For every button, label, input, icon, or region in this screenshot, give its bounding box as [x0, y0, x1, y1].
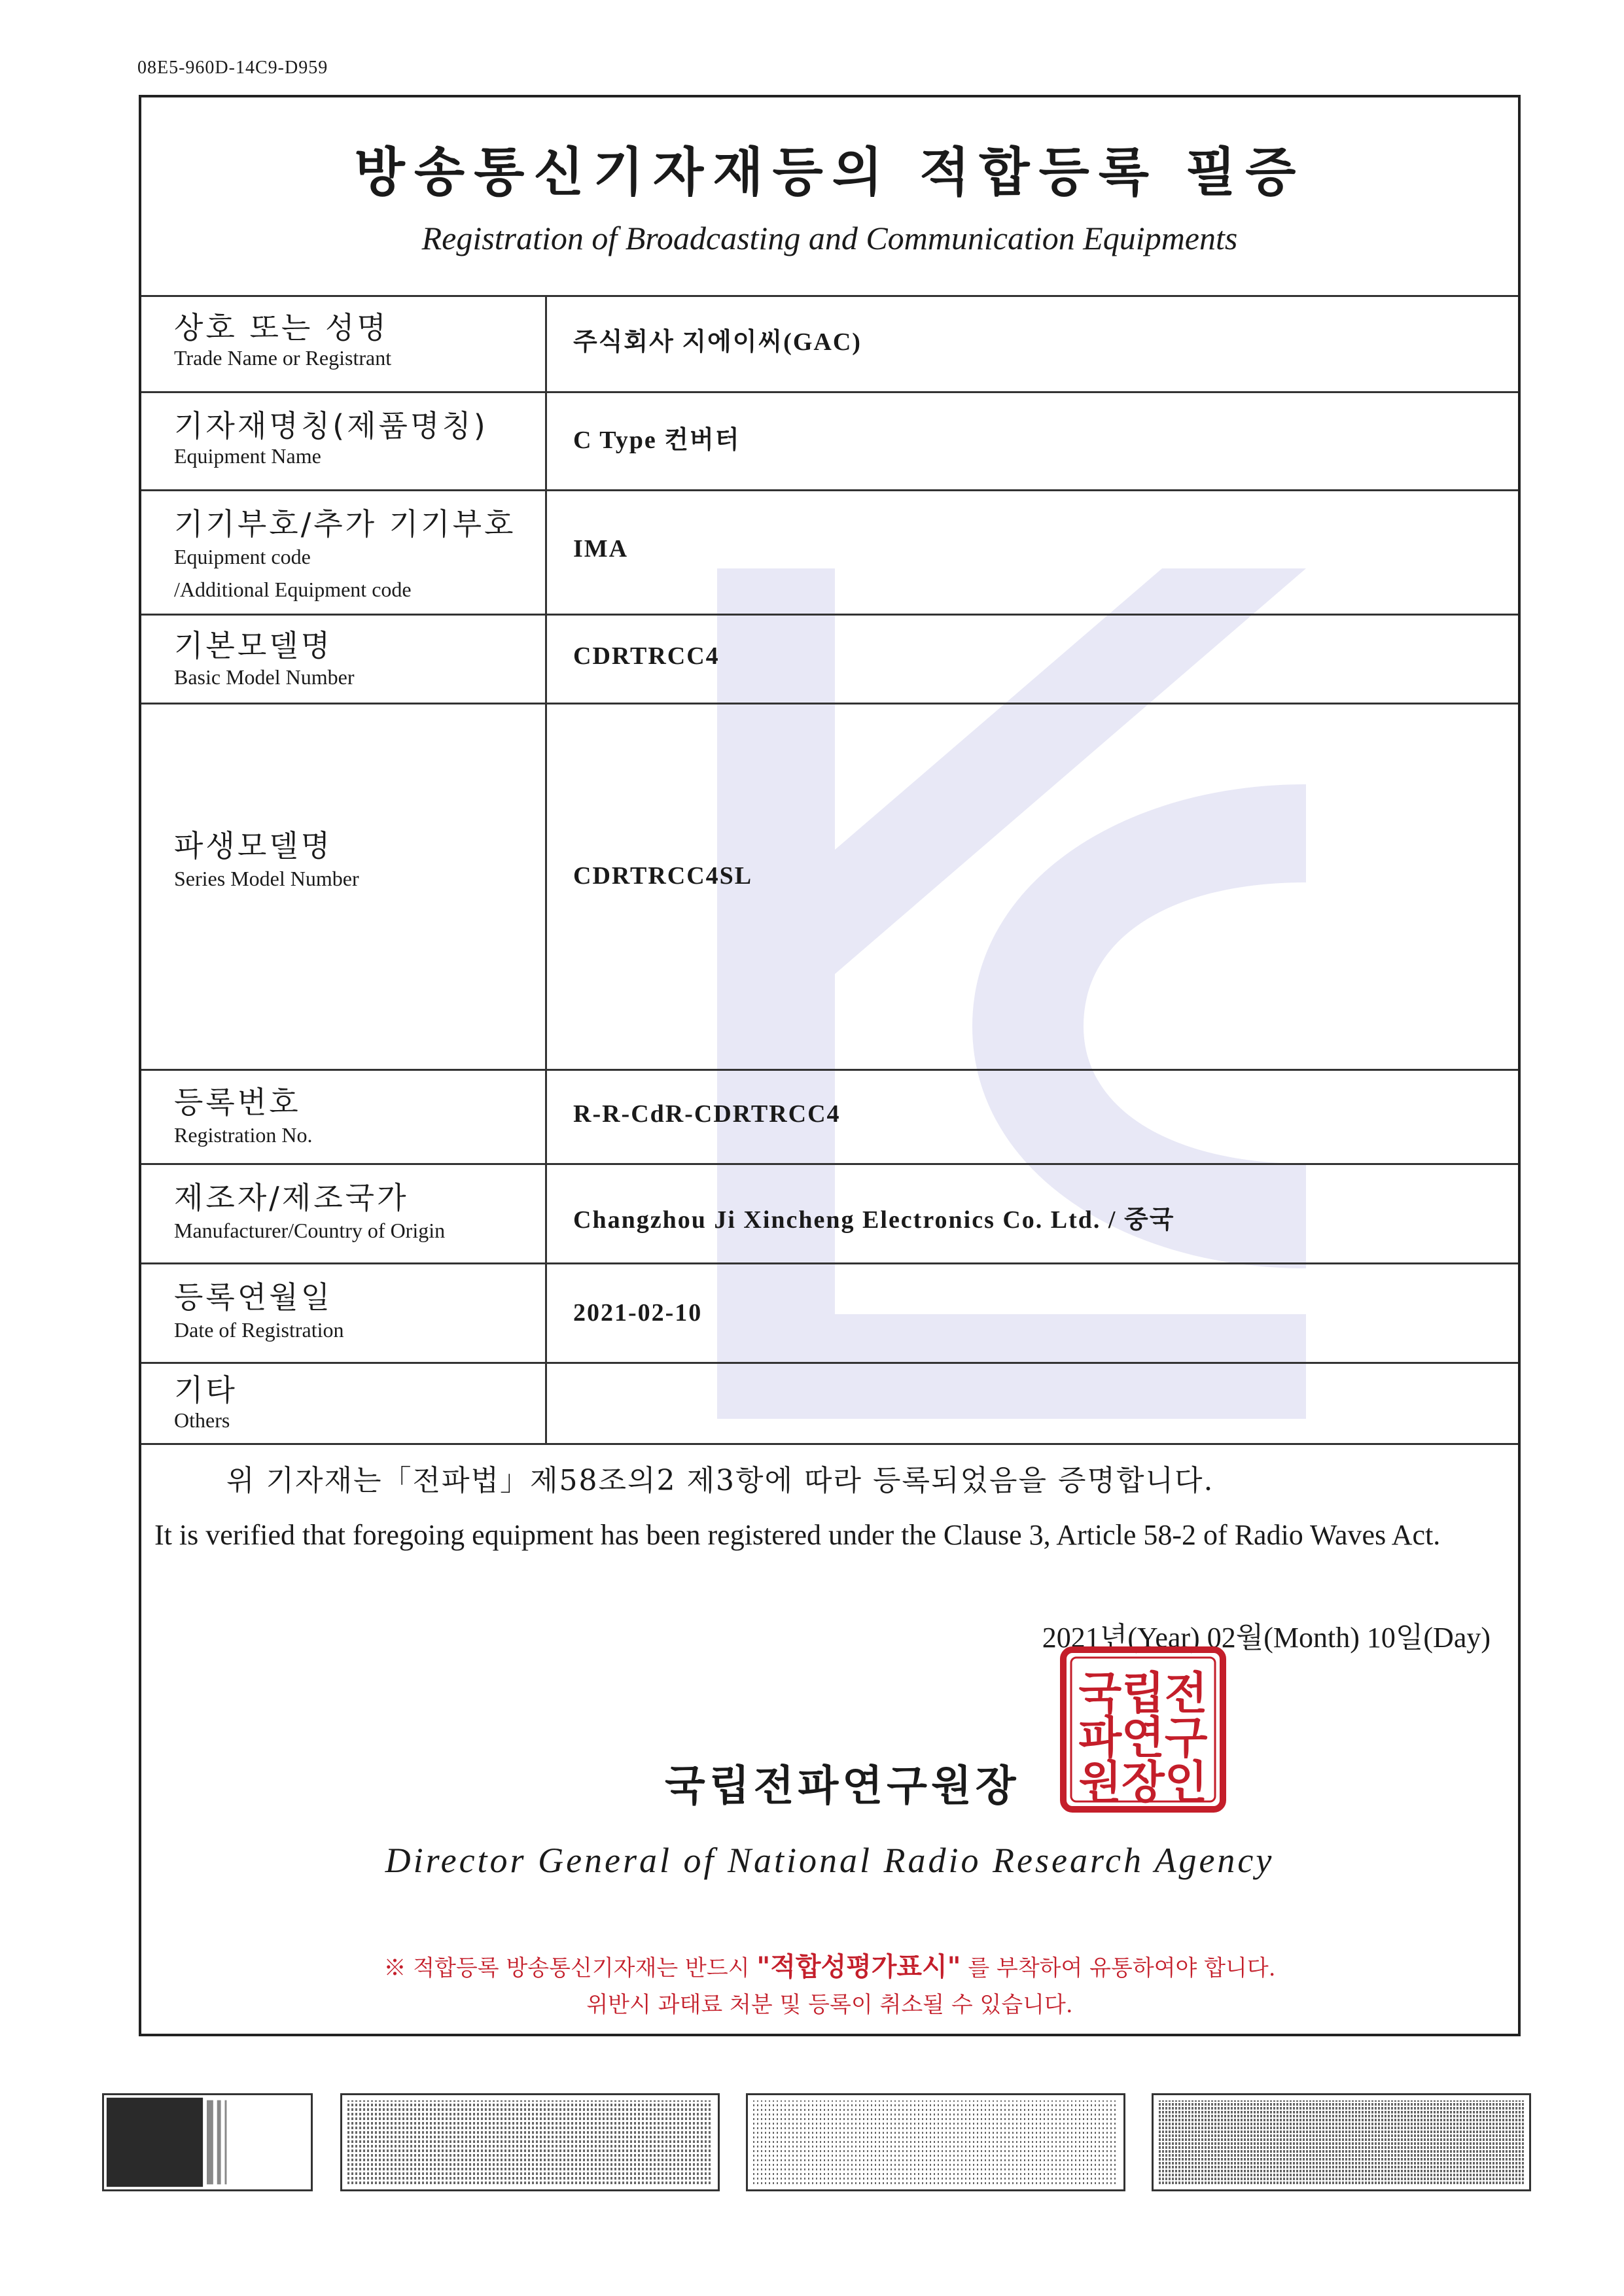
document-id: 08E5-960D-14C9-D959 — [137, 58, 328, 78]
official-seal-stamp — [1059, 1646, 1227, 1813]
2d-barcode-1 — [340, 2093, 720, 2191]
title-korean: 방송통신기자재등의 적합등록 필증 — [354, 141, 1305, 203]
value-registration-date: 2021-02-10 — [573, 1299, 703, 1327]
2d-barcode-3 — [1152, 2093, 1531, 2191]
label-cell — [141, 491, 547, 614]
label-english: Equipment Name — [174, 444, 321, 468]
value-basic-model: CDRTRCC4 — [573, 642, 720, 670]
issuer-english: Director General of National Radio Research Agency — [385, 1841, 1275, 1880]
label-cell — [141, 616, 547, 703]
date-year-en: (Year) — [1127, 1622, 1200, 1654]
notice-line-2: 위반시 과태료 처분 및 등록이 취소될 수 있습니다. — [586, 1992, 1073, 2018]
date-day-ko: 일 — [1395, 1622, 1424, 1654]
notice-emphasis: "적합성평가표시" — [756, 1951, 961, 1982]
row-series-model — [141, 704, 1518, 1071]
issuer-korean: 국립전파연구원장 — [665, 1762, 1020, 1811]
row-equipment-name — [141, 393, 1518, 491]
label-cell — [141, 1165, 547, 1262]
label-korean: 등록연월일 — [174, 1279, 333, 1315]
seal-line-2: 파연구 — [1078, 1713, 1208, 1764]
label-cell — [141, 1364, 547, 1443]
label-korean: 기타 — [174, 1372, 238, 1408]
value-trade-name: 주식회사 지에이씨(GAC) — [573, 328, 862, 356]
date-year-ko: 년 — [1099, 1622, 1128, 1654]
row-equipment-code — [141, 491, 1518, 616]
row-manufacturer — [141, 1165, 1518, 1264]
label-korean: 제조자/제조국가 — [174, 1180, 409, 1215]
title-english: Registration of Broadcasting and Communication Equipments — [421, 220, 1238, 256]
label-english: Basic Model Number — [174, 665, 355, 689]
label-korean: 파생모델명 — [174, 828, 333, 863]
statement-korean: 위 기자재는「전파법」제58조의2 제3항에 따라 등록되었음을 증명합니다. — [226, 1464, 1214, 1497]
seal-line-1: 국립전 — [1078, 1668, 1208, 1720]
seal-line-3: 원장인 — [1078, 1757, 1208, 1809]
date-day-en: (Day) — [1423, 1622, 1491, 1654]
value-registration-no: R-R-CdR-CDRTRCC4 — [573, 1100, 841, 1128]
label-korean: 기자재명칭(제품명칭) — [174, 408, 488, 444]
2d-barcode-2 — [746, 2093, 1125, 2191]
label-cell — [141, 704, 547, 1069]
notice-pre: ※ 적합등록 방송통신기자재는 반드시 — [383, 1955, 750, 1981]
notice-line-1 — [141, 1946, 1518, 1983]
row-trade-name — [141, 295, 1518, 393]
label-korean: 기기부호/추가 기기부호 — [174, 506, 516, 542]
label-korean: 등록번호 — [174, 1085, 301, 1120]
row-registration-date — [141, 1264, 1518, 1364]
value-equipment-code: IMA — [573, 535, 629, 563]
value-equipment-name: C Type 컨버터 — [573, 426, 741, 454]
label-english: Others — [174, 1408, 230, 1432]
date-month-en: (Month) — [1263, 1622, 1360, 1654]
value-manufacturer: Changzhou Ji Xincheng Electronics Co. Ltd. / 중국 — [573, 1206, 1175, 1234]
label-english-secondary: /Additional Equipment code — [174, 578, 412, 601]
label-english: Trade Name or Registrant — [174, 346, 392, 370]
date-month: 02 — [1207, 1622, 1236, 1654]
label-korean: 기본모델명 — [174, 628, 333, 663]
label-korean: 상호 또는 성명 — [174, 310, 389, 345]
statement-english: It is verified that foregoing equipment has been registered under the Clause 3, Article 58-2 of Radio Waves Act. — [154, 1519, 1441, 1551]
date-day: 10 — [1366, 1622, 1396, 1654]
label-english: Equipment code — [174, 545, 311, 568]
date-year: 2021 — [1042, 1622, 1100, 1654]
label-cell — [141, 393, 547, 489]
label-cell — [141, 1071, 547, 1163]
label-english: Date of Registration — [174, 1318, 344, 1342]
value-series-model: CDRTRCC4SL — [573, 862, 753, 890]
row-basic-model — [141, 616, 1518, 704]
corner-code-box — [102, 2093, 313, 2191]
notice-post: 를 부착하여 유통하여야 합니다. — [968, 1955, 1276, 1981]
label-english: Registration No. — [174, 1123, 313, 1147]
date-month-ko: 월 — [1235, 1622, 1264, 1654]
label-english: Manufacturer/Country of Origin — [174, 1219, 446, 1242]
certificate-frame — [139, 95, 1521, 2036]
label-cell — [141, 1264, 547, 1362]
label-cell — [141, 295, 547, 391]
row-others — [141, 1364, 1518, 1445]
row-registration-no — [141, 1071, 1518, 1165]
label-english: Series Model Number — [174, 867, 359, 890]
